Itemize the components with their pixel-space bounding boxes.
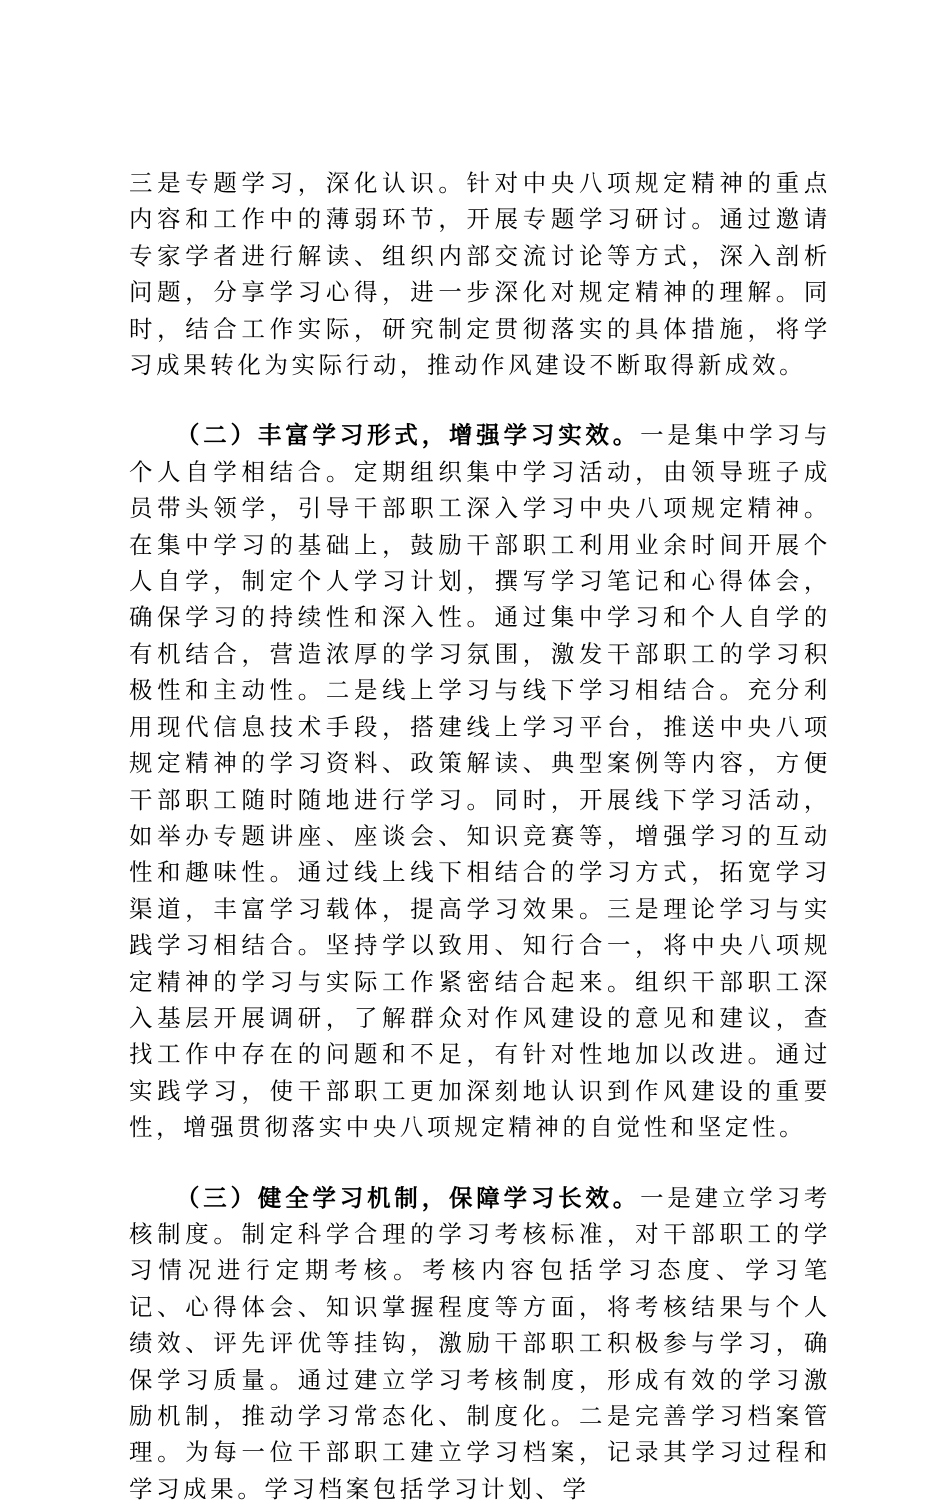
paragraph-learning-mechanism (129, 1180, 831, 1507)
paragraph-3-body: 一是建立学习考核制度。制定科学合理的学习考核标准，对干部职工的学习情况进行定期考核。考核内容包括学习态度、学习笔记、心得体会、知识掌握程度等方面，将考核结果与个人绩效、评先评优等挂钩，激励干部职工积极参与学习，确保学习质量。通过建立学习考核制度，形成有效的学习激励机制，推动学习常态化、制度化。二是完善学习档案管理。为每一位干部职工建立学习档案，记录其学习过程和学习成果。学习档案包括学习计划、学 (129, 1183, 831, 1503)
section-heading-3: （三）健全学习机制，保障学习长效。 (176, 1183, 641, 1212)
paragraph-learning-forms (129, 417, 831, 1145)
paragraph-1-body: 三是专题学习，深化认识。针对中央八项规定精神的重点内容和工作中的薄弱环节，开展专题学习研讨。通过邀请专家学者进行解读、组织内部交流讨论等方式，深入剖析问题，分享学习心得，进一步深化对规定精神的理解。同时，结合工作实际，研究制定贯彻落实的具体措施，将学习成果转化为实际行动，推动作风建设不断取得新成效。 (129, 169, 831, 380)
paragraph-2-body: 一是集中学习与个人自学相结合。定期组织集中学习活动，由领导班子成员带头领学，引导干部职工深入学习中央八项规定精神。在集中学习的基础上，鼓励干部职工利用业余时间开展个人自学，制定个人学习计划，撰写学习笔记和心得体会，确保学习的持续性和深入性。通过集中学习和个人自学的有机结合，营造浓厚的学习氛围，激发干部职工的学习积极性和主动性。二是线上学习与线下学习相结合。充分利用现代信息技术手段，搭建线上学习平台，推送中央八项规定精神的学习资料、政策解读、典型案例等内容，方便干部职工随时随地进行学习。同时，开展线下学习活动，如举办专题讲座、座谈会、知识竞赛等，增强学习的互动性和趣味性。通过线上线下相结合的学习方式，拓宽学习渠道，丰富学习载体，提高学习效果。三是理论学习与实践学习相结合。坚持学以致用、知行合一，将中央八项规定精神的学习与实际工作紧密结合起来。组织干部职工深入基层开展调研，了解群众对作风建设的意见和建议，查找工作中存在的问题和不足，有针对性地加以改进。通过实践学习，使干部职工更加深刻地认识到作风建设的重要性，增强贯彻落实中央八项规定精神的自觉性和坚定性。 (129, 421, 831, 1142)
document-page (129, 165, 831, 1507)
paragraph-study-topics (129, 165, 831, 383)
section-heading-2: （二）丰富学习形式，增强学习实效。 (176, 421, 641, 450)
